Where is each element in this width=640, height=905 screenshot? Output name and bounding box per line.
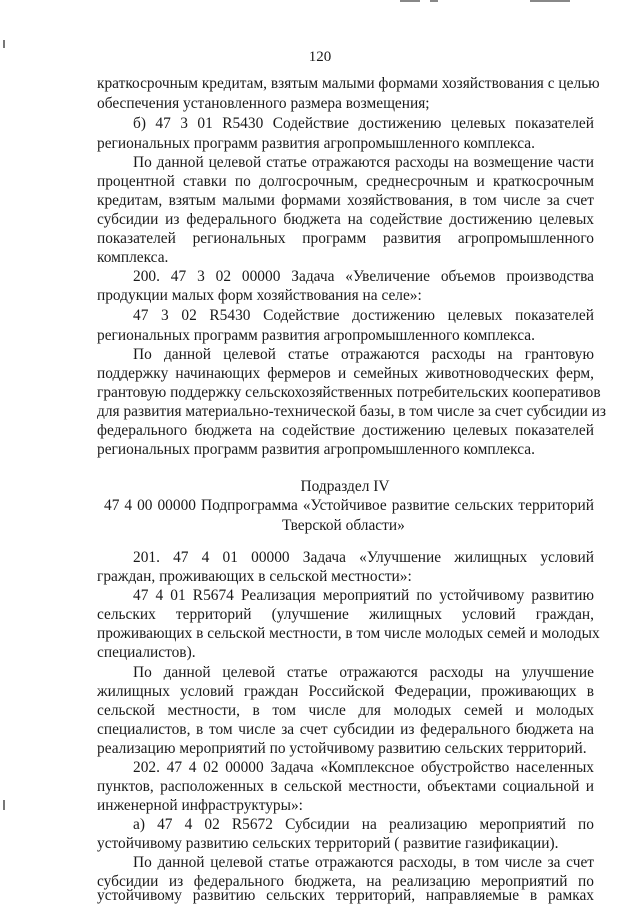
text-line: федерального бюджета на содействие достижению целевых показателей	[97, 422, 594, 439]
text-line: проживающих в сельской местности, в том числе молодых семей и молодых	[97, 625, 600, 642]
text-line: По данной целевой статье отражаются расходы на улучшение	[133, 664, 594, 681]
text-line: жилищных условий граждан Российской Федерации, проживающих в	[97, 683, 594, 700]
text-line: продукции малых форм хозяйствования на селе»:	[97, 287, 422, 304]
text-line: сельской местности, в том числе для молодых семей и молодых	[97, 702, 594, 719]
text-line: поддержку начинающих фермеров и семейных животноводческих ферм,	[97, 365, 594, 382]
text-line: специалистов, в том числе за счет субсидии из федерального бюджета на	[97, 721, 594, 738]
text-line: сельских территорий (улучшение жилищных условий граждан,	[97, 606, 594, 623]
text-line: 200. 47 3 02 00000 Задача «Увеличение объемов производства	[133, 268, 594, 285]
text-line: 202. 47 4 02 00000 Задача «Комплексное обустройство населенных	[133, 759, 594, 776]
text-line: краткосрочным кредитам, взятым малыми формами хозяйствования с целью	[97, 75, 600, 92]
text-line: обеспечения установленного размера возмещения;	[97, 95, 430, 112]
subprogram-title: 47 4 00 00000 Подпрограмма «Устойчивое развитие сельских территорий	[104, 497, 594, 514]
section-heading: Подраздел IV	[300, 478, 390, 495]
text-line: для развития материально-технической базы, в том числе за счет субсидии из	[97, 403, 606, 420]
scan-artifact	[530, 0, 570, 2]
text-line: реализацию мероприятий по устойчивому развитию сельских территорий.	[97, 740, 587, 757]
scan-artifact	[3, 800, 5, 810]
text-line: кредитам, взятым малыми формами хозяйствования, в том числе за счет	[97, 192, 594, 209]
text-line: а) 47 4 02 R5672 Субсидии на реализацию мероприятий по	[133, 816, 594, 833]
page-number: 120	[308, 49, 332, 65]
scan-artifact	[400, 0, 420, 2]
text-line: региональных программ развития агропромышленного комплекса.	[97, 135, 535, 152]
text-line: граждан, проживающих в сельской местности»:	[97, 568, 412, 585]
scan-artifact	[430, 0, 438, 2]
text-line: пунктов, расположенных в сельской местности, объектами социальной и	[97, 778, 594, 795]
text-line: устойчивому развитию сельских территорий, направляемые в рамках	[97, 887, 594, 904]
text-line: 47 3 02 R5430 Содействие достижению целевых показателей	[133, 307, 594, 324]
text-line: По данной целевой статье отражаются расходы на грантовую	[133, 346, 594, 363]
text-line: региональных программ развития агропромышленного комплекса.	[97, 327, 535, 344]
text-line: грантовую поддержку сельскохозяйственных потребительских кооперативов	[97, 384, 601, 401]
text-line: показателей региональных программ развития агропромышленного	[97, 230, 594, 247]
text-line: процентной ставки по долгосрочным, среднесрочным и краткосрочным	[97, 173, 594, 190]
text-line: устойчивому развитию сельских территорий ( развитие газификации).	[97, 835, 559, 852]
text-line: специалистов).	[97, 644, 196, 661]
text-line: региональных программ развития агропромышленного комплекса.	[97, 441, 535, 458]
scan-artifact	[3, 40, 5, 48]
text-line: По данной целевой статье отражаются расходы на возмещение части	[133, 154, 594, 171]
text-line: субсидии из федерального бюджета, на реализацию мероприятий по	[97, 873, 594, 890]
subprogram-title: Тверской области»	[282, 517, 405, 534]
text-line: инженерной инфраструктуры»:	[97, 797, 303, 814]
text-line: субсидии из федерального бюджета на содействие достижению целевых	[97, 211, 594, 228]
text-line: комплекса.	[97, 249, 169, 266]
text-line: 47 4 01 R5674 Реализация мероприятий по устойчивому развитию	[133, 587, 594, 604]
text-line: По данной целевой статье отражаются расходы, в том числе за счет	[133, 854, 594, 871]
text-line: б) 47 3 01 R5430 Содействие достижению целевых показателей	[133, 115, 594, 132]
text-line: 201. 47 4 01 00000 Задача «Улучшение жилищных условий	[133, 549, 594, 566]
